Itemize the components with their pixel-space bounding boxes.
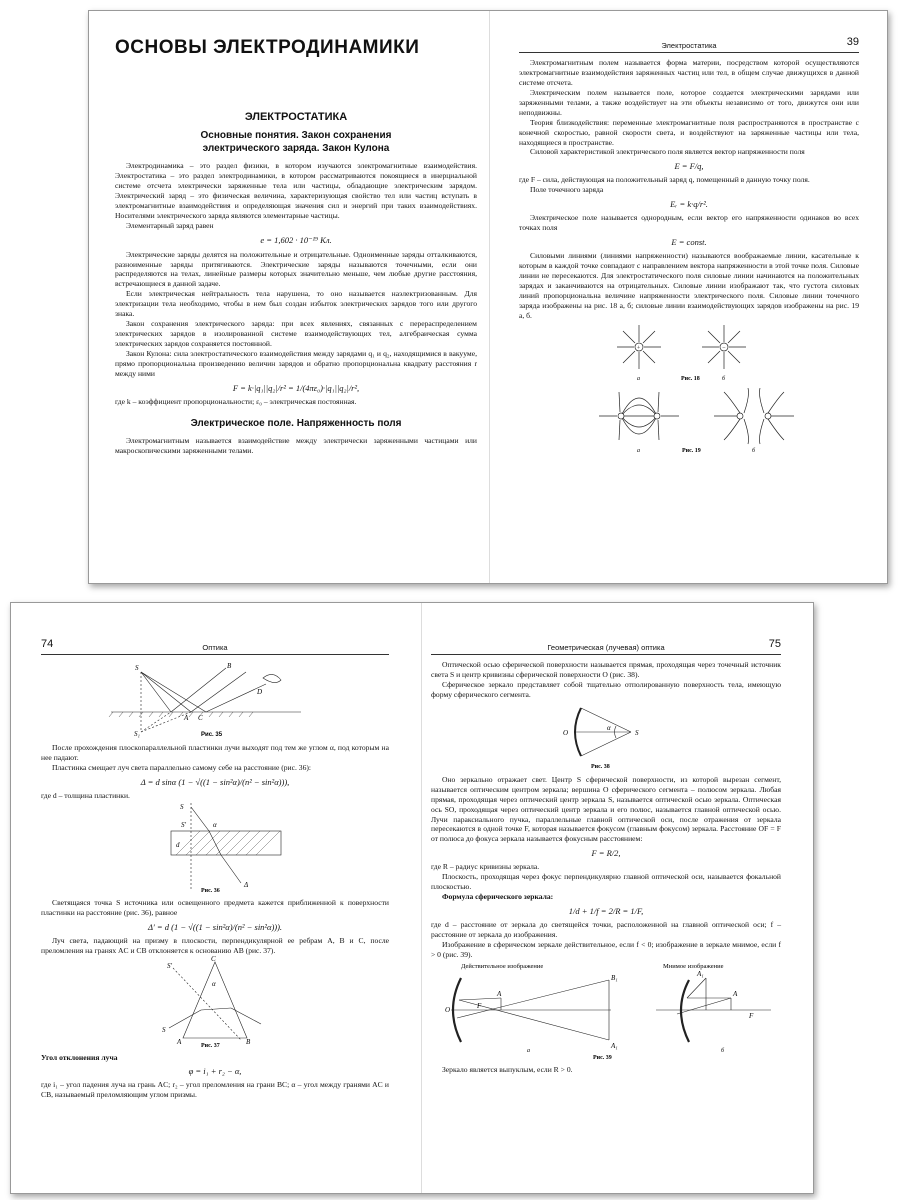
svg-text:S: S (180, 802, 184, 811)
svg-text:A: A (497, 989, 502, 998)
svg-text:F: F (749, 1011, 754, 1020)
running-head-title: Оптика (202, 643, 228, 652)
paragraph: где R – радиус кривизны зеркала. (431, 862, 540, 872)
paragraph: Электрическое поле называется однородным, если вектор его напряженности одинаков во всех точках поля (519, 213, 859, 233)
page-right-75 (431, 638, 781, 1075)
fig18-label-a: а (637, 375, 640, 382)
page-right-39 (519, 36, 859, 459)
paragraph: После прохождения плоскопараллельной пластинки лучи выходят под тем же углом α, под которым на нее падают. (41, 743, 389, 762)
paragraph: Закон сохранения электрического заряда: при всех явлениях, связанных с перераспределением электрических зарядов в изолированной системе взаимодействующих тел, алгебраическая сумма электрических зарядов сохраняется постоянной. (115, 319, 477, 348)
formula-point-charge: Eᵣ = k·q/r². (670, 199, 708, 210)
paragraph: Сферическое зеркало представляет собой тщательно отполированную поверхность тела, имеющую форму сферического сегмента. (431, 679, 781, 699)
svg-text:−: − (722, 345, 726, 352)
svg-text:D: D (257, 688, 263, 696)
chapter-title: ОСНОВЫ ЭЛЕКТРОДИНАМИКИ (115, 37, 420, 58)
paragraph: Оно зеркально отражает свет. Центр S сферической поверхности, из которой вырезан сегмент, называется оптическим центром зеркала; вершина O сферического сегмента – полюсом зеркала. Любая прямая, проходящая через оптический центр зеркала S, называется оптической осью зеркала. Оптическая ось SO, проходящая через оптический центр зеркала и его полюс, называется главной оптической осью. Лучи параксиального пучка, параллельные главной оптической оси, после отражения от зеркала пересекаются в одной точке F, которая называется фокусом (главным фокусом) зеркала. Расстояние OF = F от полюса до фокуса зеркала называется фокусным расстоянием: (431, 774, 781, 844)
subsection-title-line-2: электрического заряда. Закон Кулона (202, 143, 390, 154)
formula-plate-shift: Δ = d sinα (1 − √((1 − sin²α)/(n² − sin²α))), (140, 776, 290, 787)
fig39-virtual-image-heading: Мнимое изображение (663, 962, 724, 970)
subsection-title-field: Электрическое поле. Напряженность поля (190, 417, 402, 429)
formula-uniform-field: E = const. (671, 237, 707, 248)
fig39-real-image-heading: Действительное изображение (461, 962, 544, 970)
svg-text:O: O (445, 1005, 451, 1014)
figure-37-caption: Рис. 37 (201, 1042, 220, 1048)
figure-38-spherical-mirror (431, 700, 781, 770)
section-title: ЭЛЕКТРОСТАТИКА (244, 111, 348, 123)
svg-text:A: A (184, 714, 189, 722)
page-number: 75 (768, 638, 781, 650)
svg-text:S: S (635, 728, 639, 737)
svg-text:C: C (211, 955, 216, 963)
svg-text:A: A (177, 1037, 182, 1046)
paragraph: Поле точечного заряда (530, 185, 604, 195)
subsection-title-line-1: Основные понятия. Закон сохранения (200, 130, 392, 141)
page-number: 74 (41, 638, 54, 650)
formula-mirror-equation: 1/d + 1/f = 2/R = 1/F, (568, 906, 644, 917)
formula-apparent-shift: Δ′ = d (1 − √((1 − sin²α)/(n² − sin²α))). (147, 921, 283, 932)
figure-37-prism (41, 956, 389, 1048)
figure-19-caption: Рис. 19 (682, 447, 701, 454)
paragraph: Угол отклонения луча (41, 1052, 118, 1062)
page-left-electrostatics (115, 11, 477, 456)
svg-text:B₁: B₁ (611, 973, 618, 982)
fig19-label-a: а (637, 447, 640, 454)
paragraph: Теория близкодействия: переменные электромагнитные поля распространяются в пространстве с конечной скоростью, равной скорости света, и воздействуют на заряженные частицы или тела, находящиеся в пространстве. (519, 117, 859, 147)
paragraph: Электрическим полем называется поле, которое создается электрическими зарядами или заряженными телами, а также воздействует на эти объекты независимо от того, движутся они или неподвижны. (519, 87, 859, 117)
svg-text:B: B (246, 1037, 251, 1046)
fig39-label-b: б (721, 1047, 725, 1054)
svg-text:α: α (607, 723, 611, 732)
paragraph: Луч света, падающий на призму в плоскости, перпендикулярной ее ребрам A, B и C, после преломления на гранях AC и CB отклоняется к основанию AB (рис. 37). (41, 935, 389, 955)
fig18-label-b: б (722, 375, 726, 382)
figure-35-reflection (41, 660, 389, 738)
svg-text:C: C (198, 714, 203, 722)
formula-elementary-charge: e = 1,602 · 10⁻¹⁹ Кл. (260, 234, 332, 245)
top-spread (88, 10, 888, 584)
paragraph: Плоскость, проходящая через фокус перпендикулярно главной оптической оси, называется фокальной плоскостью. (431, 872, 781, 892)
paragraph: Электромагнитным полем называется форма материи, посредством которой осуществляются электромагнитные взаимодействия заряженных частиц или тел, в общем случае движущихся в данной системе отсчета. (519, 58, 859, 87)
svg-text:S₁: S₁ (134, 730, 140, 738)
formula-field-strength: E = F/q, (674, 161, 704, 172)
paragraph: где k – коэффициент пропорциональности; ε₀ – электрическая постоянная. (115, 396, 357, 406)
svg-text:α: α (212, 979, 216, 988)
svg-text:S′: S′ (181, 820, 187, 829)
svg-text:S: S (135, 664, 139, 672)
figure-39-caption: Рис. 39 (593, 1054, 612, 1060)
running-head (519, 36, 859, 53)
svg-text:A₁: A₁ (611, 1041, 618, 1050)
bottom-spread (10, 602, 814, 1194)
figure-35-caption: Рис. 35 (201, 732, 223, 738)
running-head-title: Геометрическая (лучевая) оптика (547, 643, 665, 652)
figure-39-mirror-images (431, 960, 781, 1060)
fig19-label-b: б (752, 447, 756, 454)
svg-text:S′: S′ (167, 961, 173, 970)
running-head (41, 638, 389, 655)
svg-text:S: S (162, 1025, 166, 1034)
paragraph: Светящаяся точка S источника или освещенного предмета кажется приближенной к поверхности пластинки на расстояние (рис. 36), равное (41, 897, 389, 917)
paragraph: Закон Кулона: сила электростатического взаимодействия между зарядами q₁ и q₂, находящимися в вакууме, прямо пропорциональна произведению величин зарядов и обратно пропорциональна квадрату расстояния r между ними (115, 348, 477, 378)
svg-text:d: d (176, 840, 180, 849)
formula-focal-length: F = R/2, (591, 848, 621, 859)
figure-19-interacting-charges (519, 388, 859, 454)
paragraph: где F – сила, действующая на положительный заряд q, помещенный в данную точку поля. (519, 175, 810, 185)
page-left-74 (41, 638, 389, 1100)
paragraph: где i₁ – угол падения луча на грань AC; r₂ – угол преломления на грани BC; α – угол между гранями AC и CB, называемый преломляющим углом призмы. (41, 1080, 389, 1100)
figure-18-caption: Рис. 18 (681, 375, 700, 382)
svg-text:Δ: Δ (244, 880, 249, 889)
svg-text:O: O (563, 728, 569, 737)
formula-deviation-angle: φ = i₁ + r₂ − α, (188, 1066, 242, 1077)
fig39-label-a: а (527, 1047, 530, 1054)
paragraph: Формула сферического зеркала: (442, 892, 554, 902)
page-number: 39 (846, 36, 859, 48)
paragraph: Электрические заряды делятся на положительные и отрицательные. Одноименные заряды отталкиваются, разноименные заряды притягиваются. Электрические заряды называются точечными, если они распределяются на телах, линейные размеры которых значительно меньше, чем любые другие расстояния, встречающиеся в данной задаче. (115, 249, 477, 289)
paragraph: Электродинамика – это раздел физики, в котором изучаются электромагнитные взаимодействия. Электростатика – это раздел электродинамики, в котором рассматриваются покоящиеся в инерциальной системе отсчета электрически заряженные тела или частицы, обладающие электрическим зарядом. Электрический заряд – это физическая величина, характеризующая свойство тел или частиц вступать в электромагнитные взаимодействия и определяющая значения сил и энергий при таких взаимодействиях. Носителями электрического заряда являются элементарные частицы. (115, 161, 477, 220)
paragraph: Изображение в сферическом зеркале действительное, если f < 0; изображение в зеркале мнимое, если f > 0 (рис. 39). (431, 939, 781, 959)
svg-text:B: B (227, 662, 232, 670)
formula-coulomb-law: F = k·|q₁||q₂|/r² = 1/(4πε₀)·|q₁||q₂|/r², (232, 382, 360, 393)
figure-38-caption: Рис. 38 (591, 763, 610, 770)
paragraph: Силовой характеристикой электрического поля является вектор напряженности поля (530, 147, 805, 157)
paragraph: где d – расстояние от зеркала до светящейся точки, расположенной на главной оптической оси; f – расстояние от зеркала до изображения. (431, 920, 781, 939)
paragraph: Силовыми линиями (линиями напряженности) называются воображаемые линии, касательные к которым в каждой точке совпадают с направлением вектора напряженности в этой точке поля. Силовые линии не пересекаются. Для электростатического поля силовые линии начинаются на положительных зарядах и заканчиваются на отрицательных. Силовые линии изображают так, что густота силовых линий пропорциональна величине напряженности электрического поля. Силовые линии точечного заряда изображены на рис. 18 а, б; силовые линии взаимодействующих зарядов изображены на рис. 19 а, б. (519, 251, 859, 320)
figure-36-plate (41, 801, 389, 893)
page-fold (489, 11, 490, 583)
paragraph: Если электрическая нейтральность тела нарушена, то оно называется наэлектризованным. Для электризации тела необходимо, чтобы в нем был создан избыток электрических зарядов того или другого знака. (115, 289, 477, 319)
paragraph: Оптической осью сферической поверхности называется прямая, проходящая через точечный источник света S и центр кривизны сферической поверхности O (рис. 38). (431, 660, 781, 679)
paragraph: Электромагнитным называется взаимодействие между электрически заряженными частицами или макроскопическими заряженными телами. (115, 435, 477, 455)
svg-text:+: + (636, 345, 641, 352)
svg-text:α: α (213, 820, 217, 829)
figure-36-caption: Рис. 36 (201, 887, 220, 893)
paragraph: Элементарный заряд равен (126, 220, 214, 230)
figure-18-field-lines (519, 321, 859, 383)
running-head-title: Электростатика (661, 41, 717, 50)
running-head (431, 638, 781, 655)
svg-text:A: A (733, 989, 738, 998)
paragraph: Пластинка смещает луч света параллельно самому себе на расстояние (рис. 36): (52, 762, 311, 772)
svg-text:A₁: A₁ (697, 969, 704, 978)
paragraph: где d – толщина пластинки. (41, 790, 130, 800)
paragraph: Зеркало является выпуклым, если R > 0. (442, 1064, 573, 1074)
svg-text:F: F (477, 1001, 482, 1010)
page-fold (421, 603, 422, 1193)
